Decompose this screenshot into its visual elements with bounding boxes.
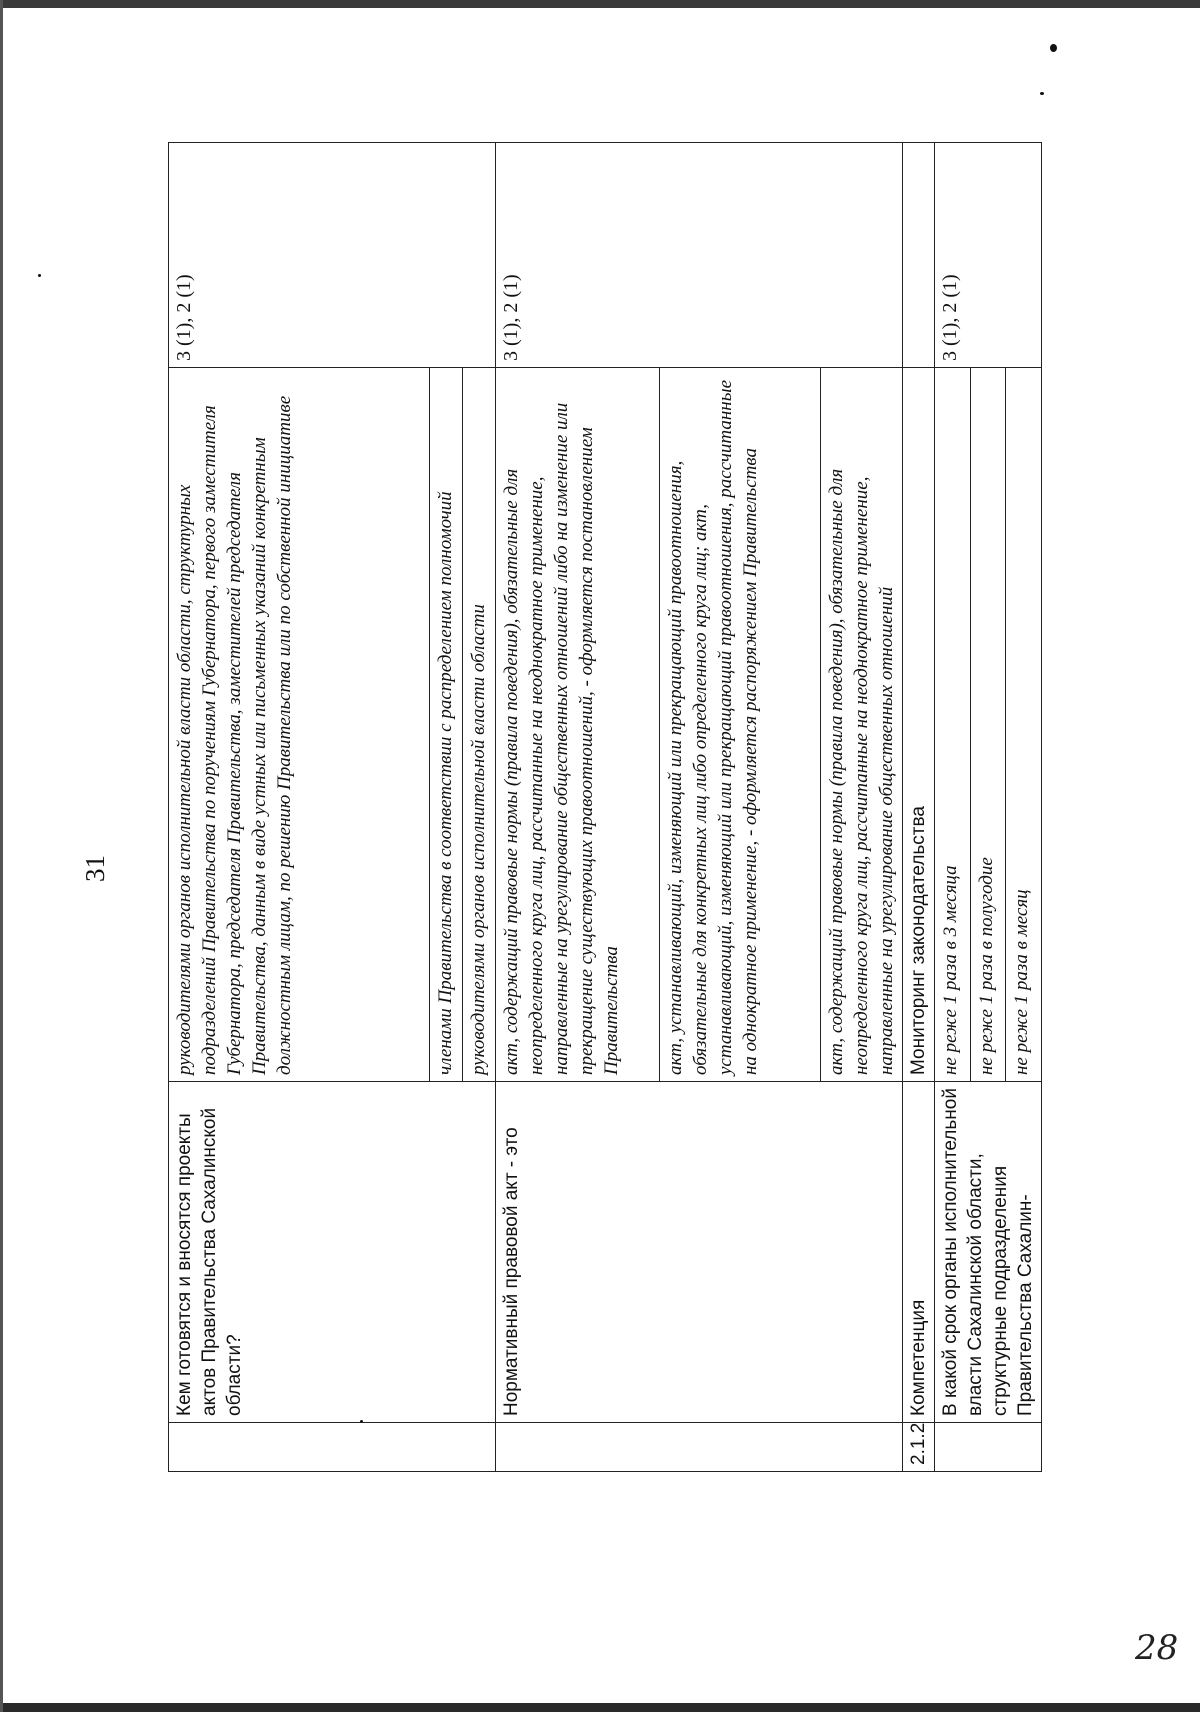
row-number-cell <box>169 1423 496 1472</box>
row-number-cell <box>935 1423 1042 1472</box>
score-text: 3 (1), 2 (1) <box>939 274 961 361</box>
answer-cell: не реже 1 раза в полугодие <box>970 368 1006 1082</box>
table-row <box>935 143 971 1472</box>
table-row <box>496 143 660 1472</box>
question-cell: Кем готовятся и вносятся проекты актов Правительства Сахалинской области? <box>169 1082 496 1423</box>
score-cell <box>169 143 496 368</box>
question-cell: Нормативный правовой акт - это <box>496 1082 903 1423</box>
answer-cell: членами Правительства в соответствии с распределением полномочий <box>430 368 463 1082</box>
table-row <box>169 143 430 1472</box>
answer-cell: не реже 1 раза в 3 месяца <box>935 368 971 1082</box>
handwritten-page-mark: 28 <box>1135 1628 1179 1668</box>
question-cell: В какой срок органы исполнительной власти Сахалинской области, структурные подразделения Правительства Сахалин- <box>935 1082 1042 1423</box>
score-cell <box>496 143 903 368</box>
section-score-cell <box>903 143 935 368</box>
row-number-cell <box>496 1423 903 1472</box>
answer-cell: акт, содержащий правовые нормы (правила поведения), обязательные для неопределенного круга лиц, рассчитанные на неоднократное применение, направленные на урегулирование общественных отношений либо на изменение или прекращение существующих правоотношений, - оформляется постановлением Правительства <box>496 368 660 1082</box>
page-number: 31 <box>80 855 110 882</box>
answer-cell: руководителями органов исполнительной власти области <box>463 368 496 1082</box>
section-row <box>903 143 935 1472</box>
score-text: 3 (1), 2 (1) <box>173 274 195 361</box>
answer-cell: акт, содержащий правовые нормы (правила поведения), обязательные для неопределенного круга лиц, рассчитанные на неоднократное применение, направленные на урегулирование общественных отношений <box>821 368 903 1082</box>
answer-cell: не реже 1 раза в месяц <box>1006 368 1042 1082</box>
answer-cell: акт, устанавливающий, изменяющий или прекращающий правоотношения, обязательные для конкретных лиц либо определенного круга лиц; акт, устанавливающий, изменяющий или прекращающий правоотношения, рассчитанные на однократное применение, - оформляется распоряжением Правительства <box>660 368 821 1082</box>
score-text: 3 (1), 2 (1) <box>500 274 522 361</box>
score-cell <box>935 143 1042 368</box>
question-table-wrap <box>168 142 1042 1472</box>
answer-cell: руководителями органов исполнительной власти области, структурных подразделений Правительства по поручениям Губернатора, первого заместителя Губернатора, председателя Правительства, заместителей председателя Правительства, данным в виде устных или письменных указаний конкретным должностным лицам, по решению Правительства или по собственной инициативе <box>169 368 430 1082</box>
section-title: Компетенция <box>903 1082 935 1423</box>
question-table <box>168 142 1042 1472</box>
section-topic: Мониторинг законодательства <box>903 368 935 1082</box>
section-number: 2.1.2 <box>903 1423 935 1472</box>
